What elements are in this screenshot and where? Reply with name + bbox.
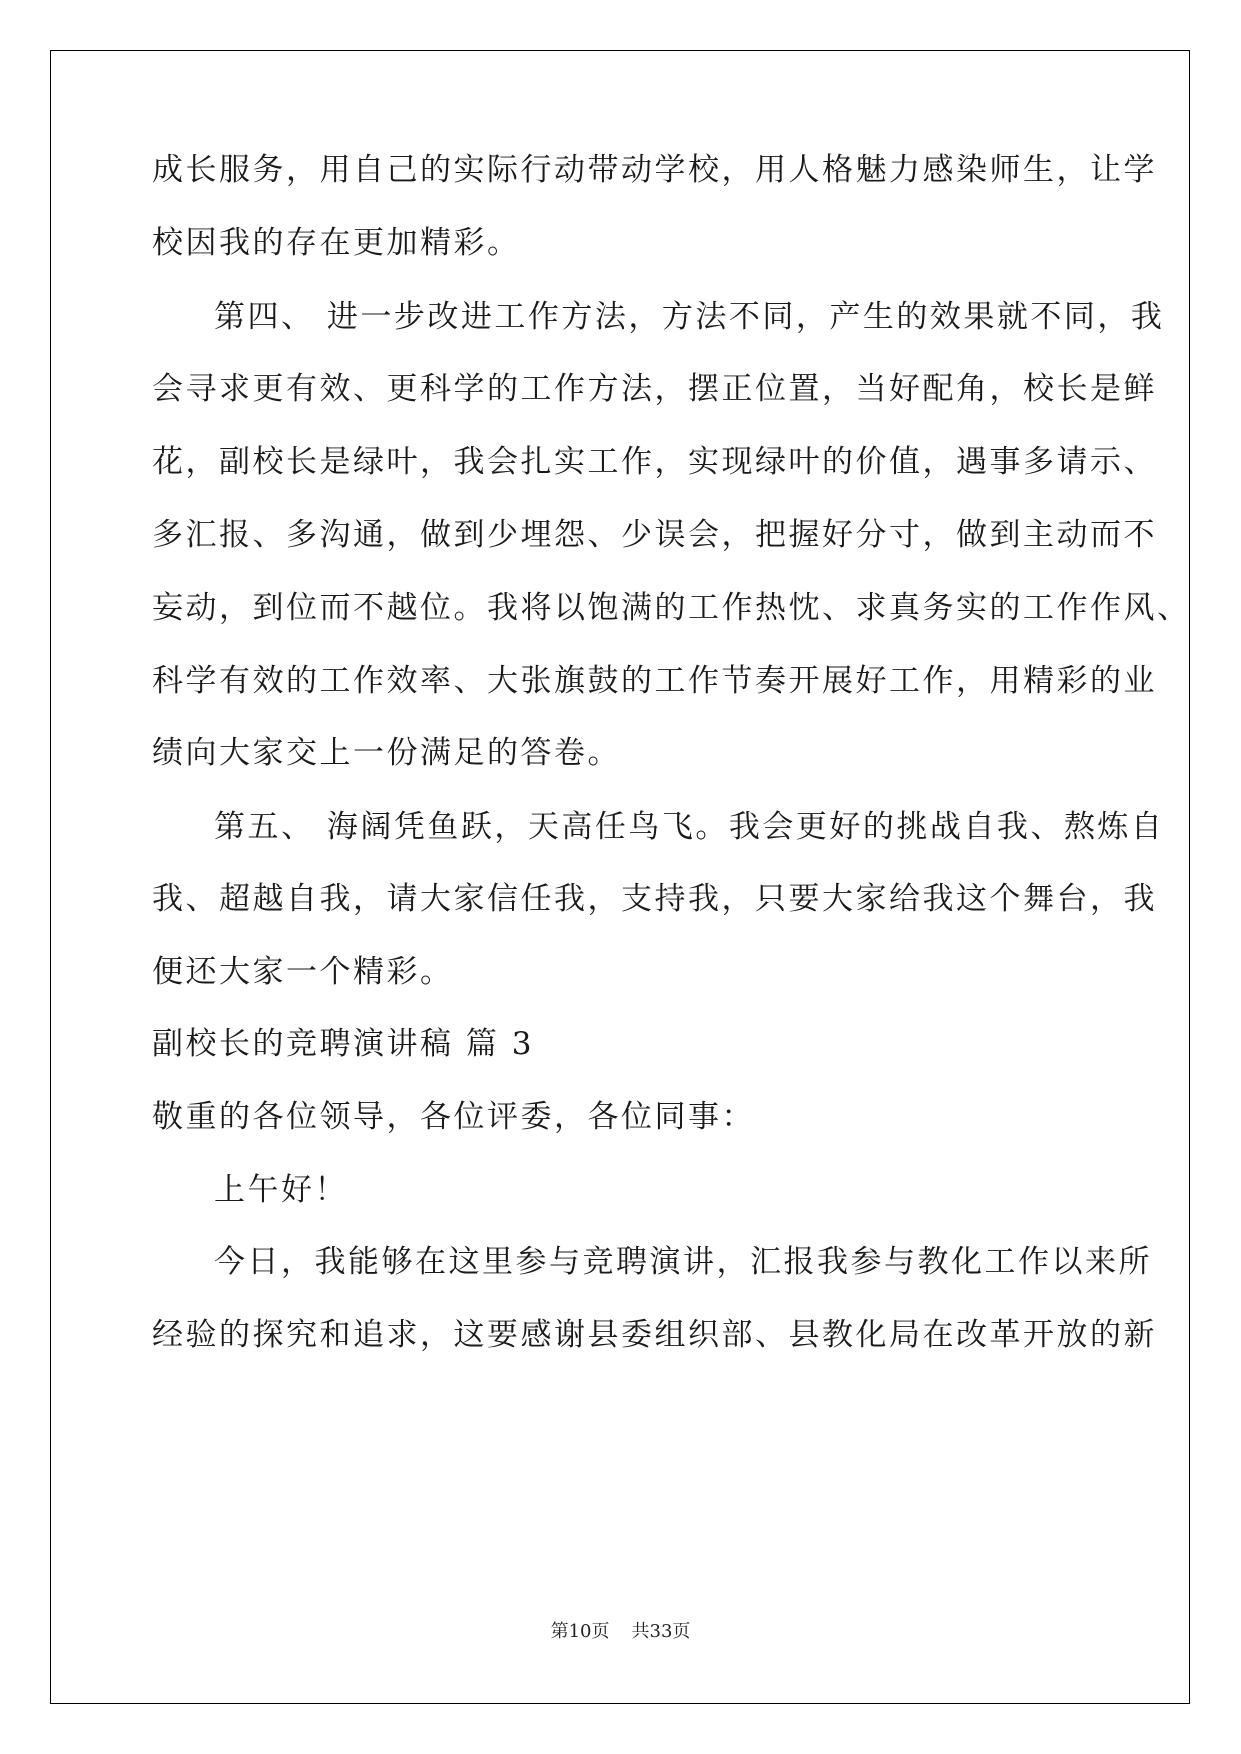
paragraph-start-line: 第四、 进一步改进工作方法，方法不同，产生的效果就不同，我 — [214, 299, 1165, 335]
body-line: 花，副校长是绿叶，我会扎实工作，实现绿叶的价值，遇事多请示、 — [152, 444, 1157, 480]
paragraph-start-line: 今日，我能够在这里参与竞聘演讲，汇报我参与教化工作以来所 — [214, 1244, 1152, 1280]
body-line: 科学有效的工作效率、大张旗鼓的工作节奏开展好工作，用精彩的业 — [152, 663, 1157, 699]
body-line: 经验的探究和追求，这要感谢县委组织部、县教化局在改革开放的新 — [152, 1317, 1157, 1353]
body-line: 便还大家一个精彩。 — [152, 954, 454, 990]
page-total-label: 共33页 — [631, 1621, 691, 1642]
body-line: 校因我的存在更加精彩。 — [152, 225, 521, 261]
body-line: 我、超越自我，请大家信任我，支持我，只要大家给我这个舞台，我 — [152, 881, 1157, 917]
body-line: 绩向大家交上一份满足的答卷。 — [152, 735, 621, 771]
page-footer — [0, 1620, 1241, 1644]
body-line: 成长服务，用自己的实际行动带动学校，用人格魅力感染师生，让学 — [152, 152, 1157, 188]
page-number-label: 第10页 — [550, 1621, 610, 1642]
body-line: 多汇报、多沟通，做到少埋怨、少误会，把握好分寸，做到主动而不 — [152, 517, 1157, 553]
paragraph-start-line: 第五、 海阔凭鱼跃，天高任鸟飞。我会更好的挑战自我、熬炼自 — [214, 809, 1165, 845]
greeting-line: 上午好！ — [214, 1172, 348, 1208]
section-heading: 副校长的竞聘演讲稿 篇 3 — [152, 1026, 534, 1062]
body-line: 妄动，到位而不越位。我将以饱满的工作热忱、求真务实的工作作风、 — [152, 590, 1191, 626]
body-line: 会寻求更有效、更科学的工作方法，摆正位置，当好配角，校长是鲜 — [152, 371, 1157, 407]
salutation-line: 敬重的各位领导，各位评委，各位同事： — [152, 1099, 755, 1135]
